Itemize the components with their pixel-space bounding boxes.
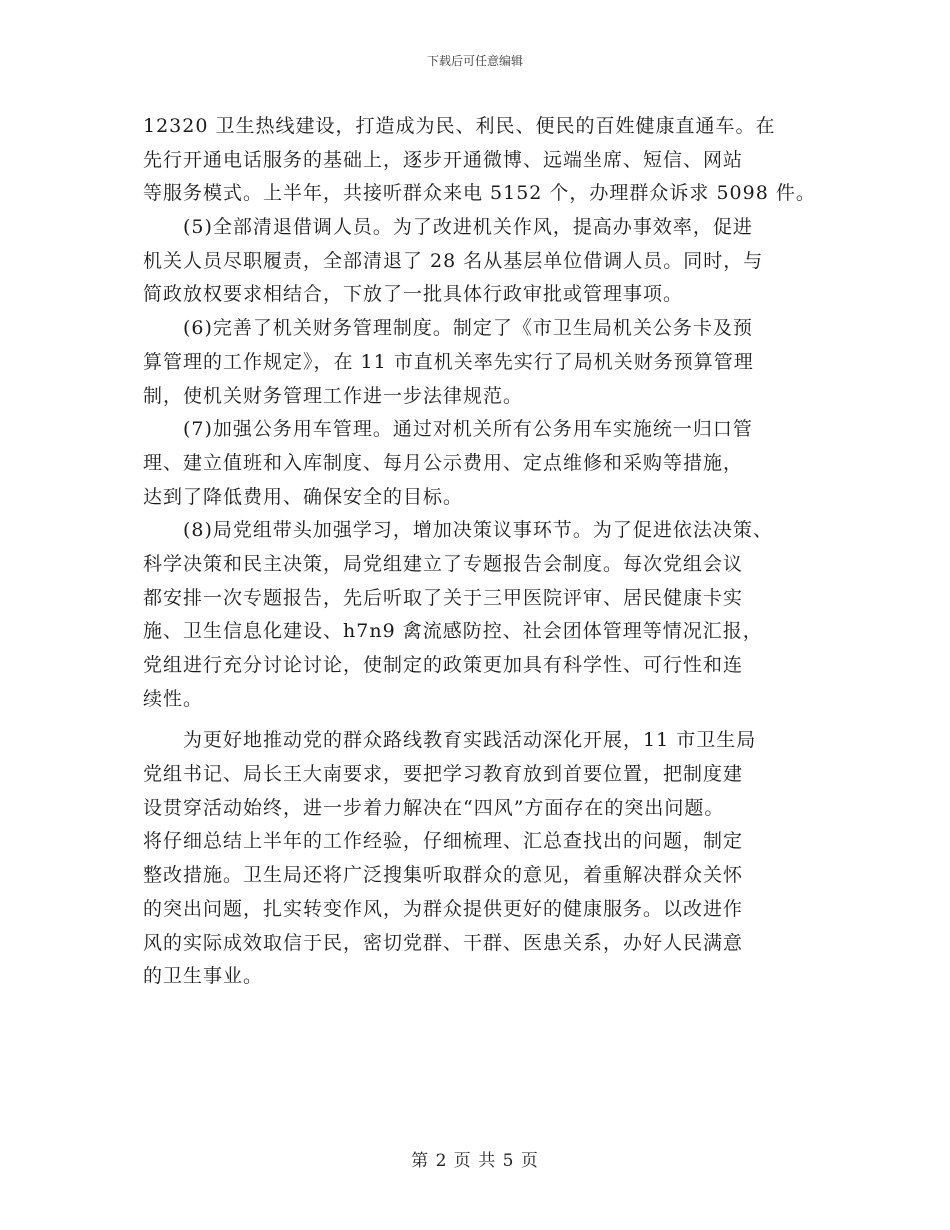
text-line: 续性。 <box>143 687 204 710</box>
text-line: 科学决策和民主决策，局党组建立了专题报告会制度。每次党组会议 <box>143 552 744 575</box>
text-line: 都安排一次专题报告，先后听取了关于三甲医院评审、居民健康卡实 <box>143 586 744 609</box>
text-line: 党组书记、局长王大南要求，要把学习教育放到首要位置，把制度建 <box>143 763 744 786</box>
text-line: 简政放权要求相结合，下放了一批具体行政审批或管理事项。 <box>143 283 684 306</box>
text-line: 算管理的工作规定》，在 11 市直机关率先实行了局机关财务预算管理 <box>143 350 754 373</box>
text-line: (5)全部清退借调人员。为了改进机关作风，提高办事效率，促进 <box>143 216 753 239</box>
text-line: 整改措施。卫生局还将广泛搜集听取群众的意见，着重解决群众关怀 <box>143 864 744 887</box>
text-line: (8)局党组带头加强学习，增加决策议事环节。为了促进依法决策、 <box>143 519 773 542</box>
text-line: 党组进行充分讨论讨论，使制定的政策更加具有科学性、可行性和连 <box>143 654 744 676</box>
page-number: 第 2 页 共 5 页 <box>411 1151 539 1171</box>
text-line: 风的实际成效取信于民，密切党群、干群、医患关系，办好人民满意 <box>143 931 744 954</box>
text-line: 先行开通电话服务的基础上，逐步开通微博、远端坐席、短信、网站 <box>143 148 744 171</box>
text-line: 12320 卫生热线建设，打造成为民、利民、便民的百姓健康直通车。在 <box>143 115 776 137</box>
text-line: 理、建立值班和入库制度、每月公示费用、定点维修和采购等措施， <box>143 451 744 474</box>
text-line: 施、卫生信息化建设、h7n9 禽流感防控、社会团体管理等情况汇报， <box>143 620 763 643</box>
text-line: (7)加强公务用车管理。通过对机关所有公务用车实施统一归口管 <box>143 418 753 441</box>
text-line: 为更好地推动党的群众路线教育实践活动深化开展，11 市卫生局 <box>143 729 757 752</box>
text-line: 等服务模式。上半年，共接听群众来电 5152 个，办理群众诉求 5098 件。 <box>143 182 816 205</box>
text-line: 将仔细总结上半年的工作经验，仔细梳理、汇总查找出的问题，制定 <box>143 830 744 853</box>
text-line: 设贯穿活动始终，进一步着力解决在“四风”方面存在的突出问题。 <box>143 796 725 819</box>
text-line: (6)完善了机关财务管理制度。制定了《市卫生局机关公务卡及预 <box>143 317 753 340</box>
paragraph-gap <box>143 716 833 724</box>
text-line: 机关人员尽职履责，全部清退了 28 名从基层单位借调人员。同时，与 <box>143 249 764 272</box>
document-body <box>143 110 833 994</box>
text-line: 制，使机关财务管理工作进一步法律规范。 <box>143 384 524 407</box>
text-line: 的卫生事业。 <box>143 965 264 988</box>
text-line: 的突出问题，扎实转变作风，为群众提供更好的健康服务。以改进作 <box>143 897 744 920</box>
text-line: 达到了降低费用、确保安全的目标。 <box>143 485 464 508</box>
page-header: 下载后可任意编辑 <box>426 54 523 68</box>
